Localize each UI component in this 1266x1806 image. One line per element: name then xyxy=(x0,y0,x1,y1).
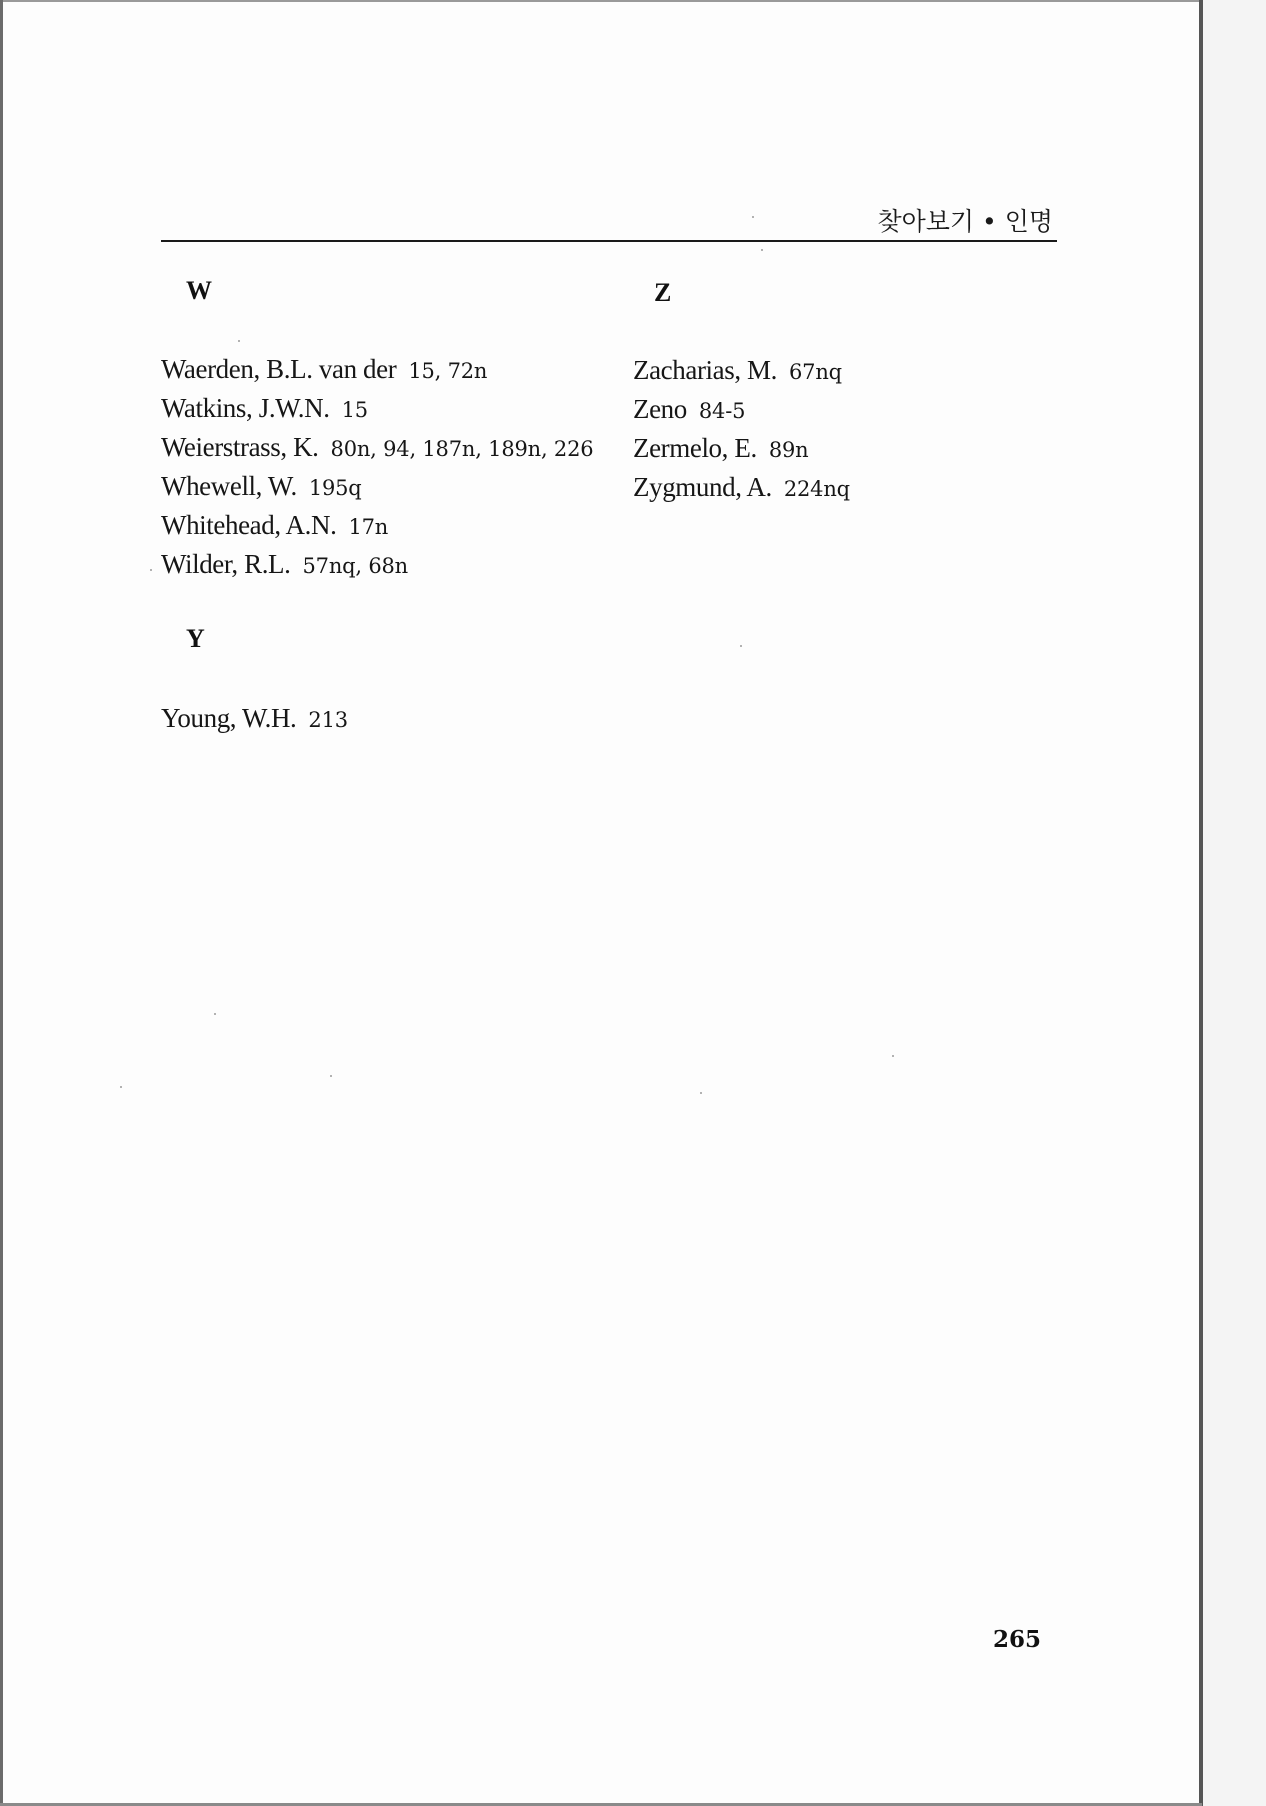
entry-pages: 84-5 xyxy=(698,399,746,423)
entry-name: Zeno xyxy=(633,394,687,424)
running-head: 찾아보기 • 인명 xyxy=(877,207,1053,236)
index-entry xyxy=(161,545,593,584)
scan-speck xyxy=(214,1013,216,1015)
index-entry xyxy=(161,467,593,506)
entry-name: Waerden, B.L. van der xyxy=(161,354,397,384)
scan-speck xyxy=(150,569,152,571)
scan-speck xyxy=(700,1092,702,1094)
page-number: 265 xyxy=(992,1626,1041,1653)
entry-pages: 213 xyxy=(308,708,348,732)
entry-name: Whitehead, A.N. xyxy=(161,510,337,540)
entry-name: Zacharias, M. xyxy=(633,355,777,385)
entry-pages: 57nq, 68n xyxy=(302,554,409,578)
index-entry xyxy=(161,350,593,389)
index-entry xyxy=(161,428,593,467)
index-entry xyxy=(633,468,850,507)
index-entry xyxy=(633,351,850,390)
index-list-y xyxy=(161,699,348,738)
scan-speck xyxy=(892,1055,894,1057)
page-shadow xyxy=(1203,0,1266,1806)
scan-speck xyxy=(761,249,763,251)
entry-pages: 89n xyxy=(768,438,809,462)
section-heading-w: W xyxy=(186,276,212,305)
header-rule xyxy=(161,240,1057,242)
index-entry xyxy=(633,390,850,429)
page-edge-left xyxy=(0,0,3,1806)
index-entry xyxy=(161,699,348,738)
page-edge-top xyxy=(0,0,1202,2)
scan-speck xyxy=(120,1086,122,1088)
entry-name: Zygmund, A. xyxy=(633,472,772,502)
scan-speck xyxy=(330,1075,332,1077)
section-heading-z: Z xyxy=(654,278,672,307)
section-heading-y: Y xyxy=(186,624,205,653)
entry-pages: 15, 72n xyxy=(408,359,488,383)
entry-name: Watkins, J.W.N. xyxy=(161,393,330,423)
scan-speck xyxy=(740,645,742,647)
entry-pages: 80n, 94, 187n, 189n, 226 xyxy=(330,437,594,461)
index-entry xyxy=(161,506,593,545)
index-entry xyxy=(633,429,850,468)
entry-name: Zermelo, E. xyxy=(633,433,757,463)
index-list-z xyxy=(633,351,850,507)
entry-pages: 15 xyxy=(341,398,368,422)
entry-name: Wilder, R.L. xyxy=(161,549,291,579)
entry-pages: 67nq xyxy=(789,360,842,384)
index-list-w xyxy=(161,350,593,584)
entry-name: Young, W.H. xyxy=(161,703,297,733)
entry-pages: 17n xyxy=(348,515,389,539)
entry-pages: 195q xyxy=(308,476,362,500)
entry-name: Weierstrass, K. xyxy=(161,432,319,462)
entry-name: Whewell, W. xyxy=(161,471,297,501)
index-entry xyxy=(161,389,593,428)
entry-pages: 224nq xyxy=(783,477,850,501)
scan-speck xyxy=(238,340,240,342)
scan-speck xyxy=(752,216,754,218)
